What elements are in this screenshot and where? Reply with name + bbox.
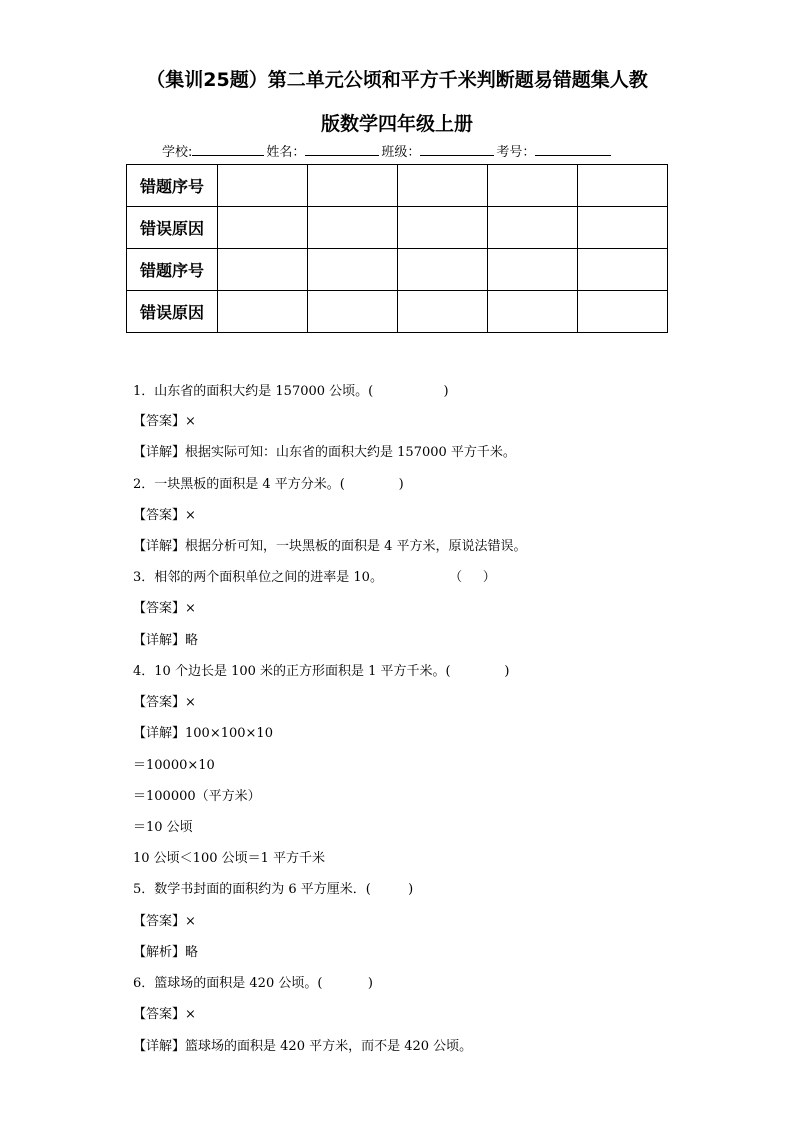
class-blank[interactable] xyxy=(420,143,494,156)
name-label: 姓名： xyxy=(266,145,306,160)
question-3: 3．相邻的两个面积单位之间的进率是 10。 （ ） xyxy=(133,570,496,585)
school-blank[interactable] xyxy=(192,143,264,156)
question-5: 5．数学书封面的面积约为 6 平方厘米．( ) xyxy=(133,882,414,897)
answer-tag: 【答案】 xyxy=(133,695,186,710)
document-title-line-1: （集训25题）第二单元公顷和平方千米判断题易错题集人教 xyxy=(146,69,648,91)
student-info-line xyxy=(162,143,613,162)
table-cell[interactable] xyxy=(398,165,488,207)
table-cell[interactable] xyxy=(218,249,308,291)
table-row xyxy=(127,165,668,207)
table-cell[interactable] xyxy=(218,165,308,207)
table-cell[interactable] xyxy=(578,291,668,333)
answer-1 xyxy=(133,413,196,431)
error-record-table xyxy=(126,164,668,333)
answer-4 xyxy=(133,694,196,712)
answer-value: × xyxy=(185,508,196,523)
answer-tag: 【答案】 xyxy=(133,601,186,616)
table-cell[interactable] xyxy=(488,249,578,291)
table-cell[interactable] xyxy=(218,207,308,249)
answer-value: × xyxy=(185,1007,196,1022)
class-label: 班级： xyxy=(381,145,421,160)
detail-tag: 【详解】 xyxy=(133,633,186,648)
solution-step: 10 公顷＜100 公顷＝1 平方千米 xyxy=(133,851,326,866)
detail-tag: 【详解】 xyxy=(133,1039,186,1054)
detail-text: 略 xyxy=(185,945,199,960)
answer-6 xyxy=(133,1006,196,1024)
table-cell[interactable] xyxy=(578,207,668,249)
detail-text: 100×100×10 xyxy=(185,726,273,741)
question-6: 6．篮球场的面积是 420 公顷。( ) xyxy=(133,976,373,991)
detail-2 xyxy=(133,538,527,556)
detail-text: 略 xyxy=(185,633,199,648)
row-header: 错误原因 xyxy=(127,291,218,333)
table-cell[interactable] xyxy=(308,207,398,249)
row-header: 错题序号 xyxy=(127,165,218,207)
detail-tag: 【详解】 xyxy=(133,445,186,460)
table-cell[interactable] xyxy=(488,207,578,249)
detail-3 xyxy=(133,632,198,650)
document-title-line-2: 版数学四年级上册 xyxy=(320,113,473,135)
answer-value: × xyxy=(185,914,196,929)
table-row xyxy=(127,207,668,249)
name-blank[interactable] xyxy=(305,143,379,156)
answer-value: × xyxy=(185,601,196,616)
answer-tag: 【答案】 xyxy=(133,508,186,523)
table-cell[interactable] xyxy=(398,249,488,291)
table-cell[interactable] xyxy=(308,165,398,207)
row-header: 错题序号 xyxy=(127,249,218,291)
detail-6 xyxy=(133,1038,472,1056)
answer-value: × xyxy=(185,695,196,710)
table-cell[interactable] xyxy=(578,249,668,291)
detail-4 xyxy=(133,725,273,743)
answer-tag: 【答案】 xyxy=(133,1007,186,1022)
table-cell[interactable] xyxy=(578,165,668,207)
detail-tag: 【解析】 xyxy=(133,945,186,960)
solution-step: ＝100000（平方米） xyxy=(133,789,261,804)
table-cell[interactable] xyxy=(218,291,308,333)
row-header: 错误原因 xyxy=(127,207,218,249)
table-cell[interactable] xyxy=(398,207,488,249)
answer-5 xyxy=(133,913,196,931)
detail-1 xyxy=(133,444,516,462)
exam-no-label: 考号： xyxy=(496,145,536,160)
solution-step: ＝10000×10 xyxy=(133,758,215,773)
table-cell[interactable] xyxy=(398,291,488,333)
table-cell[interactable] xyxy=(308,291,398,333)
answer-3 xyxy=(133,600,196,618)
solution-step: ＝10 公顷 xyxy=(133,820,193,835)
answer-tag: 【答案】 xyxy=(133,914,186,929)
school-label: 学校: xyxy=(162,145,193,160)
table-row xyxy=(127,249,668,291)
answer-tag: 【答案】 xyxy=(133,414,186,429)
detail-text: 根据实际可知：山东省的面积大约是 157000 平方千米。 xyxy=(185,445,516,460)
detail-text: 根据分析可知，一块黑板的面积是 4 平方米，原说法错误。 xyxy=(185,539,527,554)
table-row xyxy=(127,291,668,333)
detail-5 xyxy=(133,944,198,962)
question-4: 4．10 个边长是 100 米的正方形面积是 1 平方千米。( ) xyxy=(133,664,510,679)
table-cell[interactable] xyxy=(308,249,398,291)
question-2: 2．一块黑板的面积是 4 平方分米。( ) xyxy=(133,477,404,492)
table-cell[interactable] xyxy=(488,165,578,207)
exam-no-blank[interactable] xyxy=(535,143,611,156)
detail-tag: 【详解】 xyxy=(133,726,186,741)
answer-value: × xyxy=(185,414,196,429)
table-cell[interactable] xyxy=(488,291,578,333)
detail-text: 篮球场的面积是 420 平方米，而不是 420 公顷。 xyxy=(185,1039,473,1054)
answer-2 xyxy=(133,507,196,525)
question-1: 1．山东省的面积大约是 157000 公顷。( ) xyxy=(133,384,449,399)
detail-tag: 【详解】 xyxy=(133,539,186,554)
